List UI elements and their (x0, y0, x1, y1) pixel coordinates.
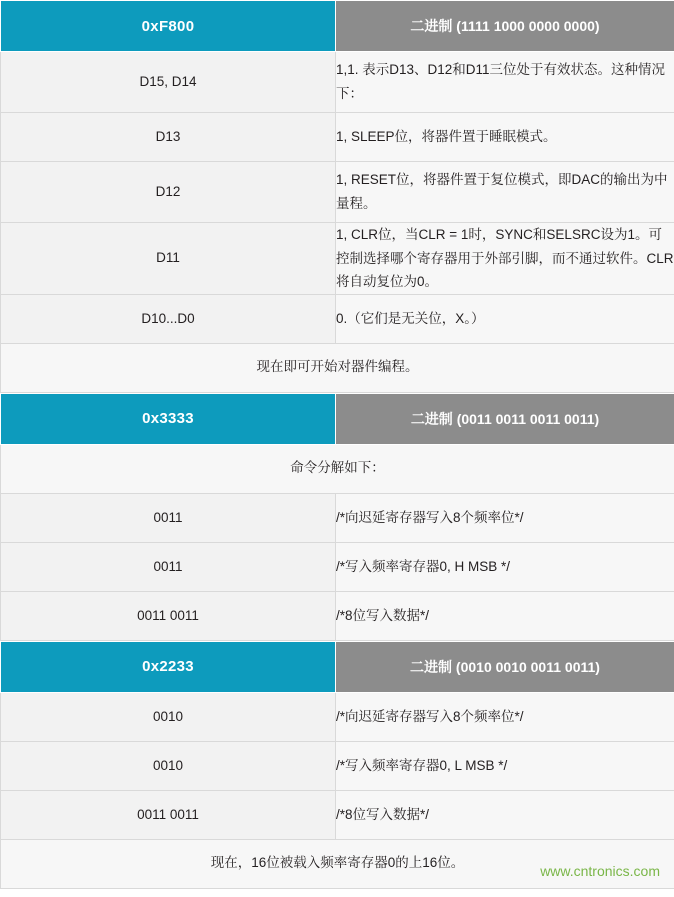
table-row (1, 52, 674, 113)
watermark-text: www.cntronics.com (540, 862, 660, 879)
bit-description: /*向迟延寄存器写入8个频率位*/ (336, 692, 674, 741)
bit-description: 1,1. 表示D13、D12和D11三位处于有效状态。这种情况下： (336, 52, 674, 113)
bit-description: 0.（它们是无关位，X。） (336, 294, 674, 343)
bit-label: 0011 0011 (1, 591, 336, 640)
register-table-f800 (0, 0, 674, 393)
bit-label: D12 (1, 162, 336, 223)
table-header-row (1, 393, 674, 444)
section-note: 现在，16位被载入频率寄存器0的上16位。 (1, 839, 674, 888)
bit-description: 1, SLEEP位，将器件置于睡眠模式。 (336, 113, 674, 162)
bit-label: D13 (1, 113, 336, 162)
table-row (1, 113, 674, 162)
register-table-2233 (0, 641, 674, 889)
table-row (1, 790, 674, 839)
section-note: 现在即可开始对器件编程。 (1, 343, 674, 392)
table-row (1, 542, 674, 591)
bit-label: D15, D14 (1, 52, 336, 113)
bit-description: /*写入频率寄存器0, L MSB */ (336, 741, 674, 790)
table-header-row (1, 641, 674, 692)
section-note-top: 命令分解如下： (1, 444, 674, 493)
table-row (1, 591, 674, 640)
header-binary-value: 二进制 (0010 0010 0011 0011) (336, 641, 674, 692)
table-note-row (1, 343, 674, 392)
bit-description: /*向迟延寄存器写入8个频率位*/ (336, 493, 674, 542)
table-row (1, 692, 674, 741)
bit-label: 0011 (1, 493, 336, 542)
bit-description: 1, RESET位，将器件置于复位模式，即DAC的输出为中量程。 (336, 162, 674, 223)
bit-label: 0011 0011 (1, 790, 336, 839)
register-table-3333 (0, 393, 674, 641)
table-row (1, 223, 674, 295)
header-binary-value: 二进制 (0011 0011 0011 0011) (336, 393, 674, 444)
bit-description: /*8位写入数据*/ (336, 790, 674, 839)
bit-label: D11 (1, 223, 336, 295)
table-row (1, 162, 674, 223)
table-row (1, 493, 674, 542)
bit-description: 1, CLR位，当CLR = 1时，SYNC和SELSRC设为1。可控制选择哪个寄存器用于外部引脚，而不通过软件。CLR将自动复位为0。 (336, 223, 674, 295)
table-header-row (1, 1, 674, 52)
header-hex-value: 0x3333 (1, 393, 336, 444)
bit-label: 0010 (1, 741, 336, 790)
table-row (1, 741, 674, 790)
table-row (1, 294, 674, 343)
table-note-row (1, 444, 674, 493)
bit-description: /*写入频率寄存器0, H MSB */ (336, 542, 674, 591)
bit-label: 0010 (1, 692, 336, 741)
bit-label: 0011 (1, 542, 336, 591)
header-binary-value: 二进制 (1111 1000 0000 0000) (336, 1, 674, 52)
bit-label: D10...D0 (1, 294, 336, 343)
bit-description: /*8位写入数据*/ (336, 591, 674, 640)
header-hex-value: 0xF800 (1, 1, 336, 52)
header-hex-value: 0x2233 (1, 641, 336, 692)
